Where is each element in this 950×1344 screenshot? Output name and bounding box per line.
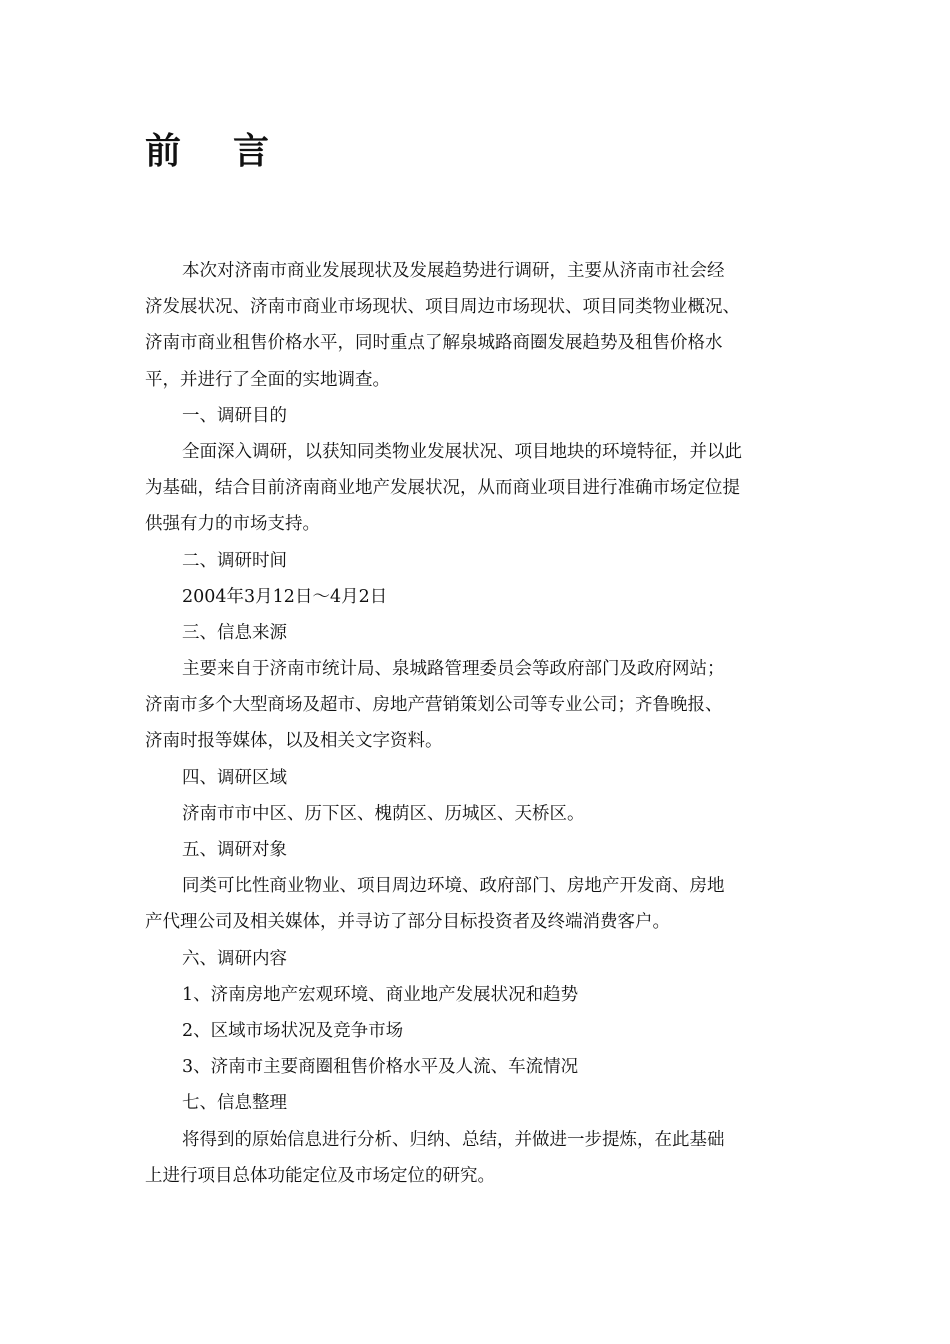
list-item: 2、区域市场状况及竞争市场 bbox=[182, 1020, 404, 1041]
section-heading: 七、信息整理 bbox=[182, 1093, 287, 1114]
document-body bbox=[145, 253, 821, 1194]
section-heading: 二、调研时间 bbox=[182, 550, 287, 571]
page-title bbox=[145, 128, 269, 176]
paragraph-line: 上进行项目总体功能定位及市场定位的研究。 bbox=[145, 1165, 495, 1186]
paragraph-line: 济南时报等媒体，以及相关文字资料。 bbox=[145, 731, 443, 752]
section-heading: 一、调研目的 bbox=[182, 405, 287, 426]
paragraph-line: 全面深入调研，以获知同类物业发展状况、项目地块的环境特征，并以此 bbox=[182, 441, 742, 462]
title-char-2: 言 bbox=[233, 131, 270, 172]
section-heading: 五、调研对象 bbox=[182, 840, 287, 860]
section-heading: 六、调研内容 bbox=[182, 948, 287, 969]
paragraph-line: 为基础，结合目前济南商业地产发展状况，从而商业项目进行准确市场定位提 bbox=[145, 478, 740, 499]
section-heading: 三、信息来源 bbox=[182, 622, 287, 643]
paragraph-line: 平，并进行了全面的实地调查。 bbox=[145, 369, 390, 390]
paragraph-line: 济南市市中区、历下区、槐荫区、历城区、天桥区。 bbox=[182, 803, 585, 824]
paragraph-line: 产代理公司及相关媒体，并寻访了部分目标投资者及终端消费客户。 bbox=[145, 912, 670, 933]
paragraph-line: 本次对济南市商业发展现状及发展趋势进行调研，主要从济南市社会经 bbox=[182, 261, 725, 281]
paragraph-line: 供强有力的市场支持。 bbox=[145, 514, 320, 535]
section-heading: 四、调研区域 bbox=[182, 767, 287, 788]
paragraph-line: 将得到的原始信息进行分析、归纳、总结，并做进一步提炼，在此基础 bbox=[182, 1129, 725, 1150]
title-char-1: 前 bbox=[145, 131, 182, 172]
paragraph-line: 同类可比性商业物业、项目周边环境、政府部门、房地产开发商、房地 bbox=[182, 876, 725, 897]
list-item: 1、济南房地产宏观环境、商业地产发展状况和趋势 bbox=[182, 984, 579, 1005]
paragraph-line: 济南市商业租售价格水平，同时重点了解泉城路商圈发展趋势及租售价格水 bbox=[145, 333, 723, 354]
paragraph-line: 主要来自于济南市统计局、泉城路管理委员会等政府部门及政府网站； bbox=[182, 659, 725, 680]
paragraph-line: 2004年3月12日～4月2日 bbox=[182, 586, 388, 607]
paragraph-line: 济发展状况、济南市商业市场现状、项目周边市场现状、项目同类物业概况、 bbox=[145, 297, 740, 318]
list-item: 3、济南市主要商圈租售价格水平及人流、车流情况 bbox=[182, 1057, 579, 1078]
paragraph-line: 济南市多个大型商场及超市、房地产营销策划公司等专业公司；齐鲁晚报、 bbox=[145, 695, 723, 716]
